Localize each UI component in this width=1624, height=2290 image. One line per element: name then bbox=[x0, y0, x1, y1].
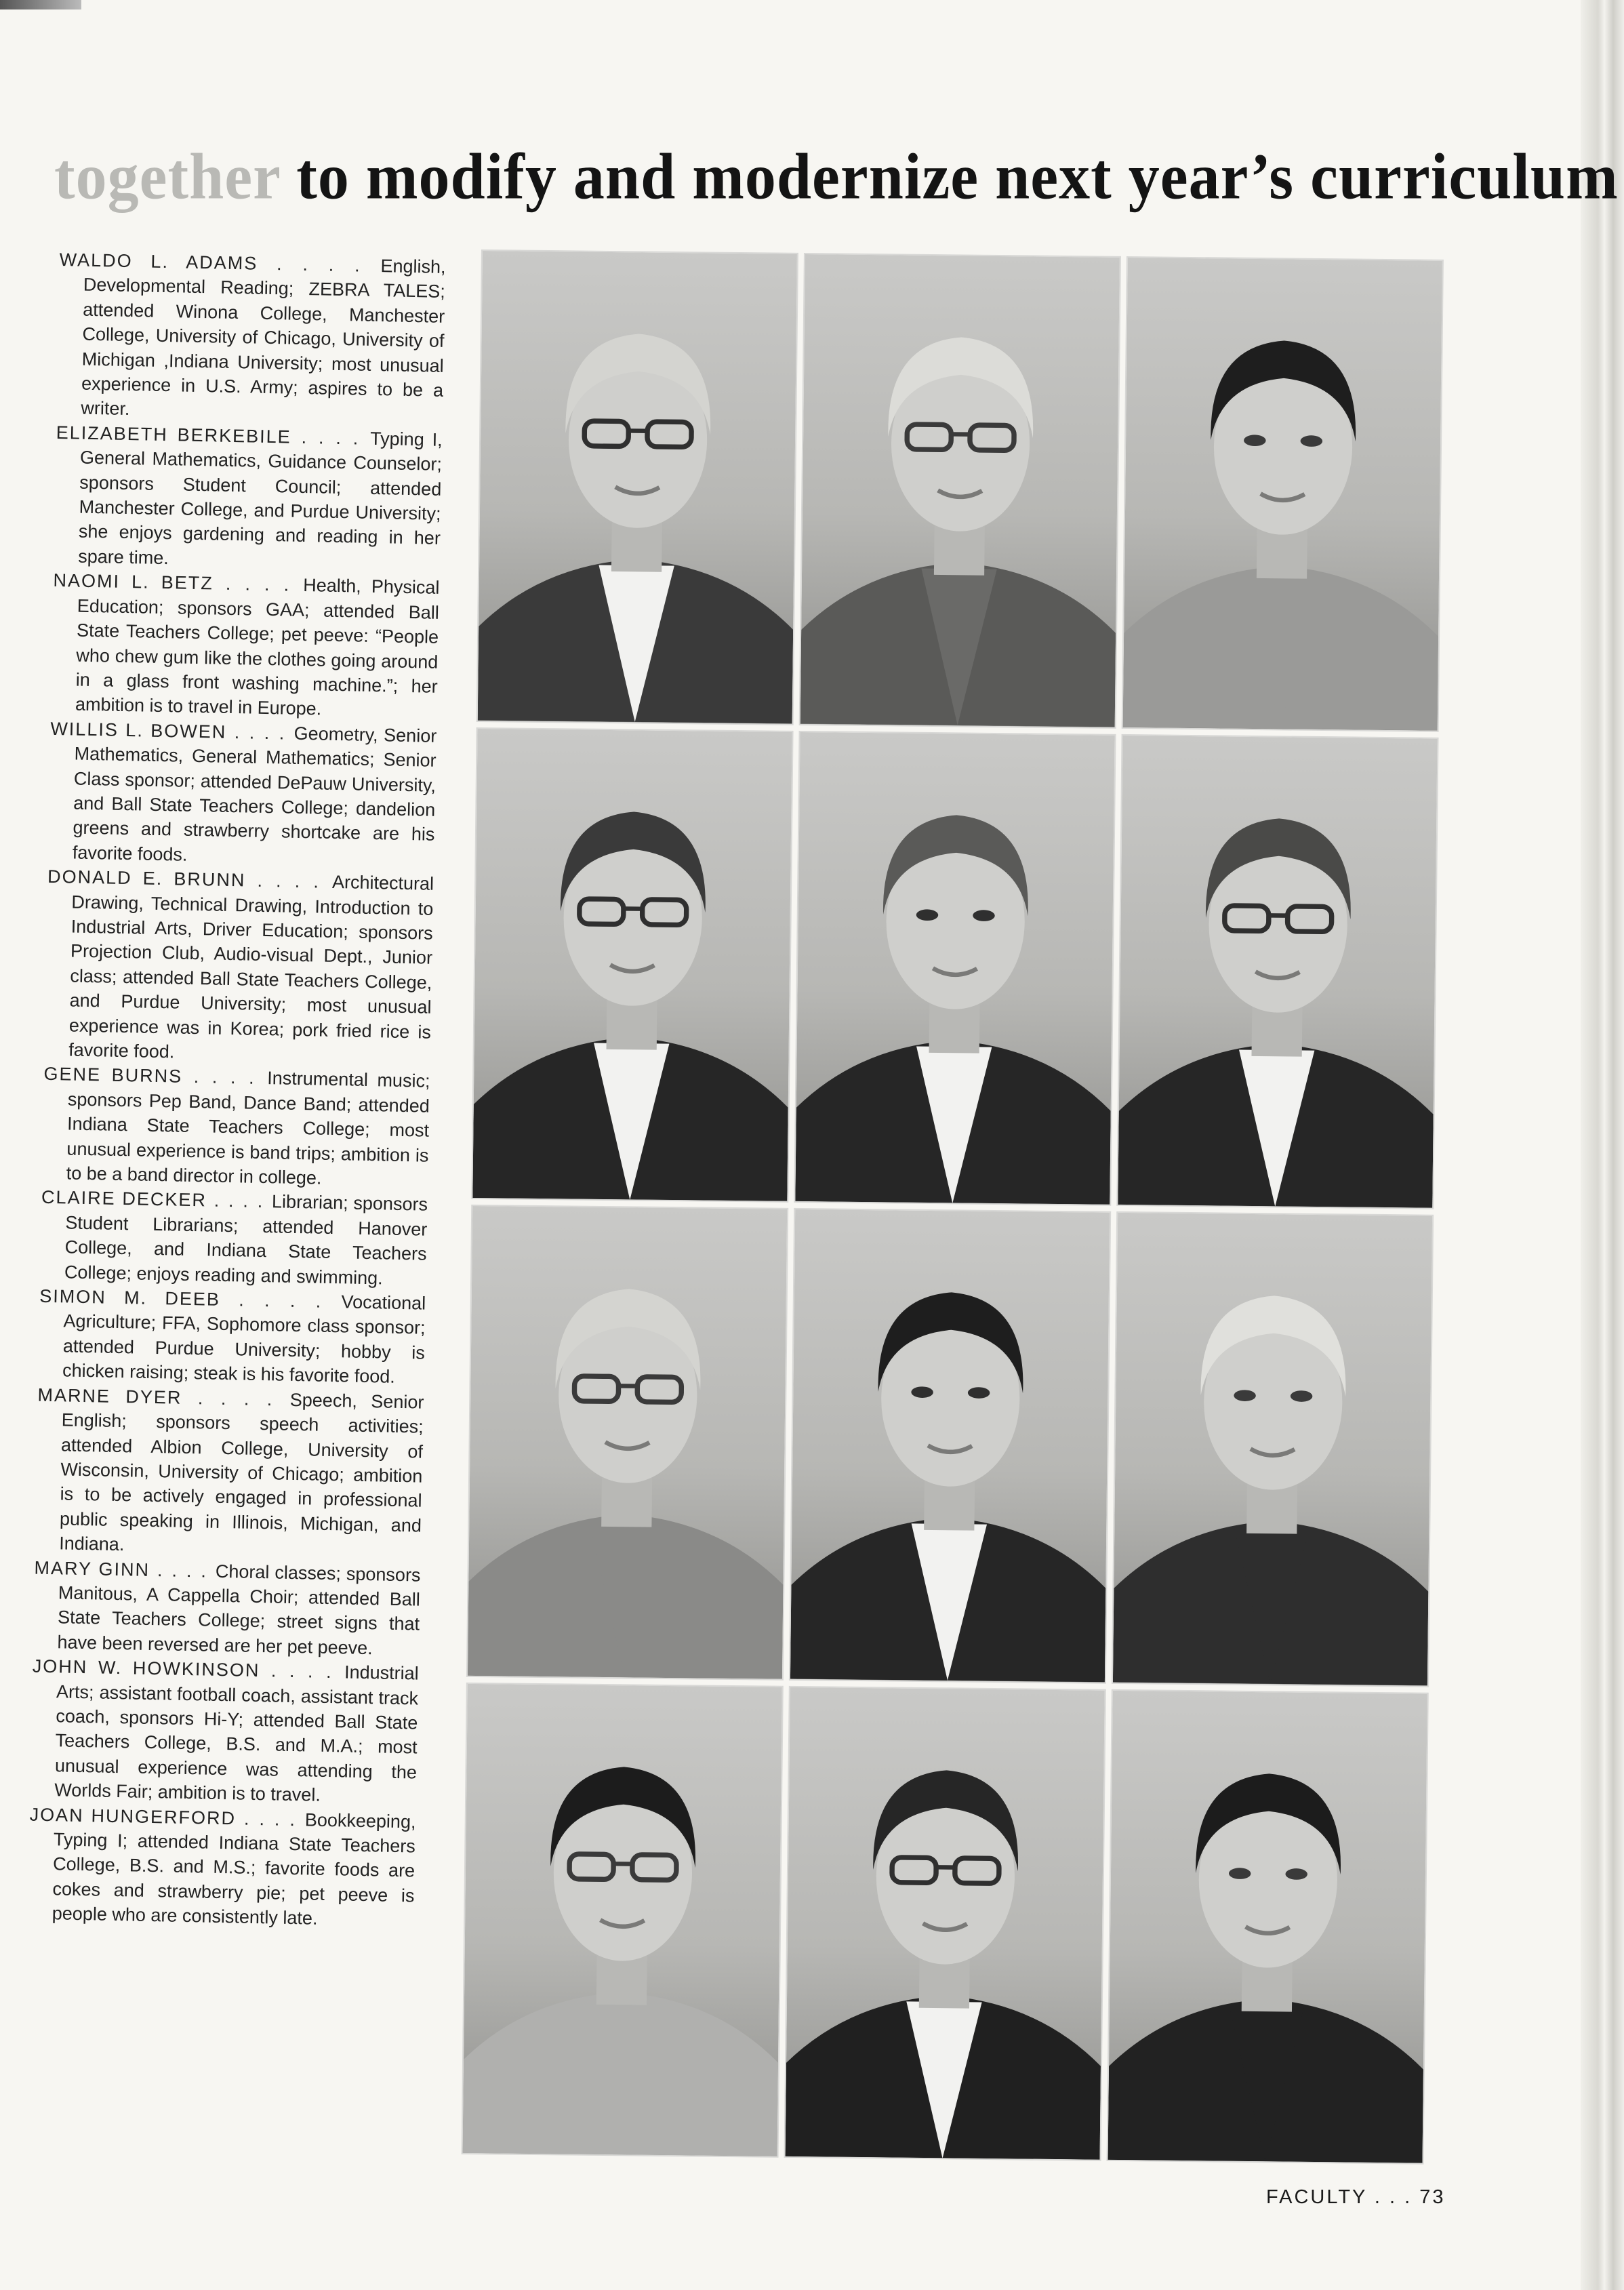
faculty-name: WILLIS L. BOWEN bbox=[50, 718, 227, 742]
bio-separator: . . . . bbox=[220, 1289, 342, 1312]
faculty-name: DONALD E. BRUNN bbox=[47, 866, 246, 891]
bio-separator: . . . . bbox=[260, 1660, 345, 1683]
portrait-image bbox=[468, 1206, 787, 1679]
faculty-description: Choral classes; sponsors Manitous, A Cappella Choir; attended Ball State Teachers College; street signs that have been reversed are her pet peeve. bbox=[57, 1561, 421, 1658]
faculty-bio bbox=[54, 420, 443, 576]
faculty-portrait-photo bbox=[1112, 1211, 1434, 1687]
faculty-name: MARY GINN bbox=[34, 1557, 150, 1580]
footer-section-label: FACULTY bbox=[1266, 2186, 1367, 2208]
faculty-portrait-photo bbox=[476, 249, 798, 725]
portrait-image bbox=[790, 1209, 1110, 1682]
faculty-name: WALDO L. ADAMS bbox=[59, 249, 258, 274]
bio-separator: . . . . bbox=[245, 870, 333, 893]
book-spine-edge bbox=[1581, 0, 1624, 2290]
faculty-portrait-photo bbox=[799, 253, 1121, 728]
page-headline bbox=[54, 116, 1619, 237]
bio-separator: . . . . bbox=[258, 253, 381, 277]
bio-separator: . . . . bbox=[206, 1190, 272, 1212]
page-footer bbox=[1266, 2186, 1463, 2216]
faculty-name: GENE BURNS bbox=[43, 1064, 183, 1087]
faculty-description: Instrumental music; sponsors Pep Band, Dance Band; attended Indiana State Teachers College; most unusual experience is band trips; ambition is to be a band director in college. bbox=[66, 1068, 430, 1188]
bio-separator: . . . . bbox=[235, 1808, 306, 1830]
bio-separator: . . . . bbox=[226, 721, 295, 744]
faculty-description: Vocational Agriculture; FFA, Sophomore class sponsor; attended Purdue University; hobby is chicken raising; steak is his favorite food. bbox=[62, 1291, 426, 1388]
faculty-portrait-photo bbox=[1122, 256, 1444, 731]
faculty-portrait-photo bbox=[794, 730, 1116, 1205]
faculty-description: Architectural Drawing, Technical Drawing, Introduction to Industrial Arts, Driver Education; sponsors Projection Club, Audio-visual Dept., Junior class; attended Ball State Teachers College, and Purdue University; most unusual experience was in Korea; pork fried rice is favorite food. bbox=[68, 872, 434, 1062]
faculty-description: Typing I, General Mathematics, Guidance Counselor; sponsors Student Council; attended Manchester College, and Purdue University; she enjoys gardening and reading in her spare time. bbox=[77, 428, 443, 569]
faculty-name: SIMON M. DEEB bbox=[39, 1285, 221, 1310]
portrait-image bbox=[786, 1687, 1105, 2159]
faculty-bio bbox=[41, 1062, 430, 1192]
portrait-image bbox=[1118, 735, 1437, 1207]
faculty-bio bbox=[33, 1555, 421, 1662]
page-corner-shadow bbox=[0, 0, 81, 9]
faculty-description: English, Developmental Reading; ZEBRA TALES; attended Winona College, Manchester College, University of Chicago, University of Michigan ,Indiana University; most unusual experience in U.S. Army; aspires to be a writer. bbox=[81, 256, 446, 420]
portrait-image bbox=[472, 728, 792, 1201]
bio-separator: . . . . bbox=[182, 1066, 268, 1089]
faculty-description: Bookkeeping, Typing I; attended Indiana State Teachers College, B.S. and M.S.; favorite foods are cokes and strawberry pie; pet peeve is people who are consistently late. bbox=[52, 1809, 416, 1929]
portrait-image bbox=[1123, 258, 1442, 730]
faculty-description: Librarian; sponsors Student Librarians; attended Hanover College, and Indiana State Teachers College; enjoys reading and swimming. bbox=[64, 1191, 428, 1289]
faculty-description: Health, Physical Education; sponsors GAA; attended Ball State Teachers College; pet peeve: “People who chew gum like the clothes going around in a glass front washing machine.”; her ambition is to travel in Europe. bbox=[75, 575, 440, 719]
faculty-description: Geometry, Senior Mathematics, General Mathematics; Senior Class sponsor; attended DePauw University, and Ball State Teachers College; dandelion greens and strawberry shortcake are his favorite foods. bbox=[72, 723, 437, 865]
faculty-photo-grid bbox=[462, 249, 1444, 2165]
faculty-bio bbox=[44, 864, 434, 1069]
faculty-portrait-photo bbox=[789, 1208, 1111, 1683]
portrait-image bbox=[1113, 1213, 1432, 1685]
faculty-portrait-photo bbox=[1116, 734, 1438, 1209]
faculty-bio bbox=[56, 247, 446, 428]
faculty-bio bbox=[38, 1284, 426, 1390]
faculty-bio bbox=[27, 1802, 415, 1933]
footer-separator: . . . bbox=[1366, 2186, 1420, 2208]
bio-separator: . . . . bbox=[291, 426, 371, 449]
page-number: 73 bbox=[1419, 2186, 1446, 2208]
portrait-image bbox=[1108, 1690, 1427, 2163]
faculty-portrait-photo bbox=[784, 1685, 1106, 2161]
faculty-bio bbox=[40, 1185, 428, 1291]
faculty-bio bbox=[30, 1654, 419, 1809]
headline-faded-word: together bbox=[54, 140, 281, 213]
portrait-image bbox=[800, 254, 1120, 727]
faculty-bio bbox=[35, 1382, 424, 1563]
faculty-name: JOHN W. HOWKINSON bbox=[32, 1655, 260, 1681]
portrait-image bbox=[478, 251, 797, 723]
faculty-bio bbox=[51, 568, 440, 723]
portrait-image bbox=[795, 731, 1114, 1204]
faculty-description: Industrial Arts; assistant football coach, assistant track coach, sponsors Hi-Y; attended Ball State Teachers College, B.S. and M.A.; most unusual experience was attending the Worlds Fair; ambition is to travel. bbox=[54, 1662, 420, 1805]
bio-separator: . . . . bbox=[149, 1559, 216, 1582]
faculty-portrait-photo bbox=[462, 1682, 784, 2157]
faculty-bio bbox=[48, 717, 437, 872]
faculty-description: Speech, Senior English; sponsors speech activities; attended Albion College, University of Wisconsin, University of Chicago; ambition is to be actively engaged in professional public speaking in Illinois, Michigan, and Indiana. bbox=[59, 1389, 424, 1555]
faculty-portrait-photo bbox=[466, 1205, 788, 1680]
portrait-image bbox=[463, 1683, 782, 2156]
faculty-name: ELIZABETH BERKEBILE bbox=[56, 422, 292, 447]
faculty-bios-column bbox=[23, 247, 446, 2173]
faculty-name: JOAN HUNGERFORD bbox=[29, 1804, 237, 1829]
bio-separator: . . . . bbox=[213, 573, 304, 596]
faculty-portrait-photo bbox=[471, 727, 793, 1202]
headline-text: to modify and modernize next year’s curriculum bbox=[280, 140, 1619, 213]
faculty-name: NAOMI L. BETZ bbox=[53, 570, 214, 594]
faculty-name: CLAIRE DECKER bbox=[41, 1187, 207, 1211]
bio-separator: . . . . bbox=[182, 1387, 291, 1410]
faculty-name: MARNE DYER bbox=[37, 1384, 182, 1408]
faculty-portrait-photo bbox=[1107, 1689, 1429, 2164]
